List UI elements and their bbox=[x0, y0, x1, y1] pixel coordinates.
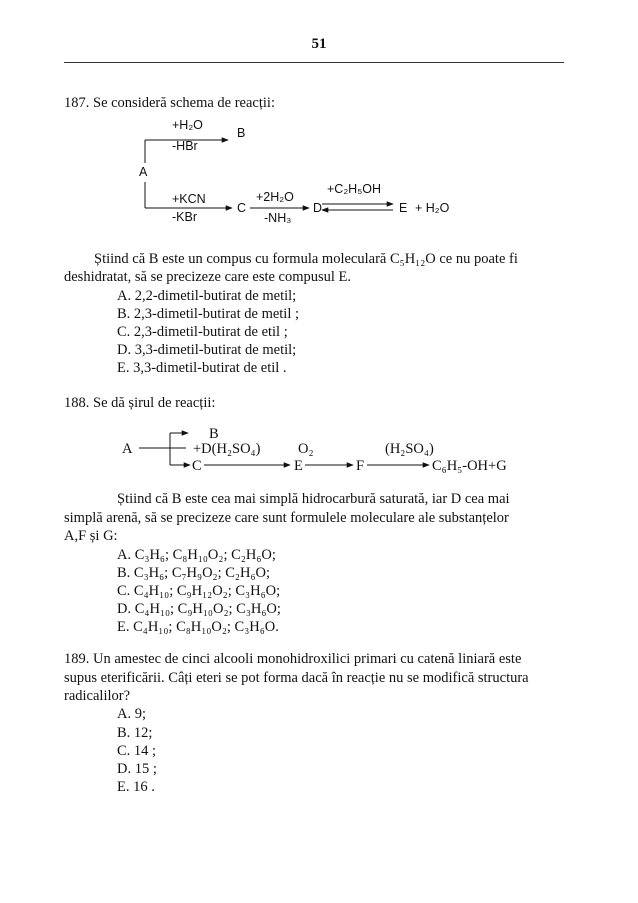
scheme188-e-label: O₂ bbox=[298, 441, 314, 457]
q189-option-a[interactable]: A. 9; bbox=[117, 706, 146, 722]
scheme187-B: B bbox=[237, 126, 246, 140]
scheme187-E: E bbox=[399, 201, 408, 215]
q189-text-line3: radicalilor? bbox=[64, 688, 131, 704]
q187-text-line1: Știind că B este un compus cu formula moleculară C₅H₁₂O ce nu poate fi bbox=[94, 251, 518, 267]
q187-option-b[interactable]: B. 2,3-dimetil-butirat de metil ; bbox=[117, 306, 300, 322]
q189-option-d[interactable]: D. 15 ; bbox=[117, 761, 157, 777]
q189-option-b[interactable]: B. 12; bbox=[117, 725, 153, 741]
scheme187-c-bottom-label: -NH₃ bbox=[264, 211, 292, 225]
q188-option-a[interactable]: A. C₃H₆; C₈H₁₀O₂; C₂H₆O; bbox=[117, 547, 276, 563]
q188-title: 188. Se dă șirul de reacții: bbox=[64, 395, 216, 411]
scheme188-F: F bbox=[356, 458, 365, 474]
q188-option-c[interactable]: C. C₄H₁₀; C₉H₁₂O₂; C₃H₆O; bbox=[117, 583, 281, 599]
scheme188-C: C bbox=[192, 458, 202, 474]
page-number: 51 bbox=[311, 36, 327, 52]
q188-option-d[interactable]: D. C₄H₁₀; C₉H₁₀O₂; C₃H₆O; bbox=[117, 601, 281, 617]
scheme188-E: E bbox=[294, 458, 303, 474]
scheme187-up-top-label: +H₂O bbox=[172, 118, 203, 132]
q189-option-e[interactable]: E. 16 . bbox=[117, 779, 155, 795]
scheme187-A: A bbox=[139, 165, 148, 179]
scheme187-c-top-label: +2H₂O bbox=[256, 190, 294, 204]
q189-text-line2: supus eterificării. Câți eteri se pot forma dacă în reacție nu se modifică structura bbox=[64, 670, 529, 686]
scheme187-C: C bbox=[237, 201, 247, 215]
scheme188-B: B bbox=[209, 426, 219, 442]
q189-text-line1: 189. Un amestec de cinci alcooli monohidroxilici primari cu catenă liniară este bbox=[64, 651, 522, 667]
q188-option-b[interactable]: B. C₃H₆; C₇H₉O₂; C₂H₆O; bbox=[117, 565, 271, 581]
q187-option-e[interactable]: E. 3,3-dimetil-butirat de etil . bbox=[117, 360, 287, 376]
q187-option-c[interactable]: C. 2,3-dimetil-butirat de etil ; bbox=[117, 324, 288, 340]
scheme187-d-top-label: +C₂H₅OH bbox=[327, 182, 381, 196]
scheme187-down-bottom-label: -KBr bbox=[172, 210, 197, 224]
q189-option-c[interactable]: C. 14 ; bbox=[117, 743, 157, 759]
scheme188-c-label: +D(H₂SO₄) bbox=[193, 441, 261, 457]
scheme188-f-label: (H₂SO₄) bbox=[385, 441, 434, 457]
q187-text-line2: deshidratat, să se precizeze care este compusul E. bbox=[64, 269, 352, 285]
q188-text-line1: Știind că B este cea mai simplă hidrocarbură saturată, iar D cea mai bbox=[117, 491, 510, 507]
scheme187-up-bottom-label: -HBr bbox=[172, 139, 198, 153]
q188-text-line2: simplă arenă, să se precizeze care sunt formulele moleculare ale substanțelor bbox=[64, 510, 509, 526]
q188-option-e[interactable]: E. C₄H₁₀; C₈H₁₀O₂; C₃H₆O. bbox=[117, 619, 279, 635]
q187-title: 187. Se consideră schema de reacții: bbox=[64, 95, 275, 111]
q188-text-line3: A,F și G: bbox=[64, 528, 118, 544]
scheme188-G: C₆H₅-OH+G bbox=[432, 458, 507, 474]
q187-option-d[interactable]: D. 3,3-dimetil-butirat de metil; bbox=[117, 342, 297, 358]
scheme188-A: A bbox=[122, 441, 133, 457]
scheme187-D: D bbox=[313, 201, 323, 215]
scheme187-down-top-label: +KCN bbox=[172, 192, 206, 206]
scheme187-e-side-label: + H₂O bbox=[415, 201, 450, 215]
q187-option-a[interactable]: A. 2,2-dimetil-butirat de metil; bbox=[117, 288, 297, 304]
